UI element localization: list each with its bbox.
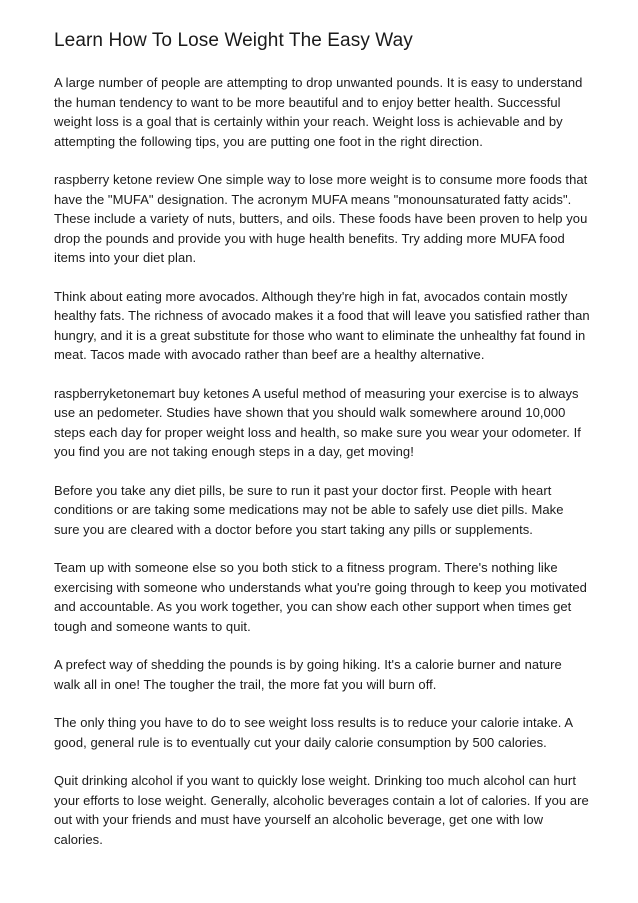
calorie-intake-paragraph: The only thing you have to do to see weight loss results is to reduce your calorie intake. A good, general rule is to eventually cut your daily calorie consumption by 500 calories.	[54, 715, 573, 750]
document-page	[54, 28, 590, 868]
diet-pills-paragraph: Before you take any diet pills, be sure to run it past your doctor first. People with heart conditions or are taking some medications may not be able to safely use diet pills. Make sure you are cleared with a doctor before you start taking any pills or supplements.	[54, 482, 564, 537]
mufa-paragraph: raspberry ketone review One simple way to lose more weight is to consume more foods that have the "MUFA" designation. The acronym MUFA means "monounsaturated fatty acids". These include a variety of nuts, butters, and oils. These foods have been proven to help you drop the pounds and provide you with huge health benefits. Try adding more MUFA food items into your diet plan.	[54, 172, 588, 265]
intro-paragraph: A large number of people are attempting to drop unwanted pounds. It is easy to understand the human tendency to want to be more beautiful and to enjoy better health. Successful weight loss is a goal that is certainly within your reach. Weight loss is achievable and by attempting the following tips, you are putting one foot in the right direction.	[54, 75, 583, 149]
hiking-paragraph: A prefect way of shedding the pounds is by going hiking. It's a calorie burner and nature walk all in one! The tougher the trail, the more fat you will burn off.	[54, 657, 562, 692]
avocado-paragraph: Think about eating more avocados. Although they're high in fat, avocados contain mostly healthy fats. The richness of avocado makes it a food that will leave you satisfied rather than hungry, and it is a great substitute for those who want to eliminate the unhealthy fat found in meat. Tacos made with avocado rather than beef are a healthy alternative.	[54, 288, 590, 362]
document-title: Learn How To Lose Weight The Easy Way	[54, 30, 413, 51]
alcohol-paragraph: Quit drinking alcohol if you want to quickly lose weight. Drinking too much alcohol can hurt your efforts to lose weight. Generally, alcoholic beverages contain a lot of calories. If you are out with your friends and must have yourself an alcoholic beverage, get one with low calories.	[54, 773, 589, 847]
team-up-paragraph: Team up with someone else so you both stick to a fitness program. There's nothing like exercising with someone who understands what you're going through to keep you motivated and accountable. As you work together, you can show each other support when times get tough and someone wants to quit.	[54, 560, 587, 634]
pedometer-paragraph: raspberryketonemart buy ketones A useful method of measuring your exercise is to always use an pedometer. Studies have shown that you should walk somewhere around 10,000 steps each day for proper weight loss and health, so make sure you wear your odometer. If you find you are not taking enough steps in a day, get moving!	[54, 385, 581, 459]
